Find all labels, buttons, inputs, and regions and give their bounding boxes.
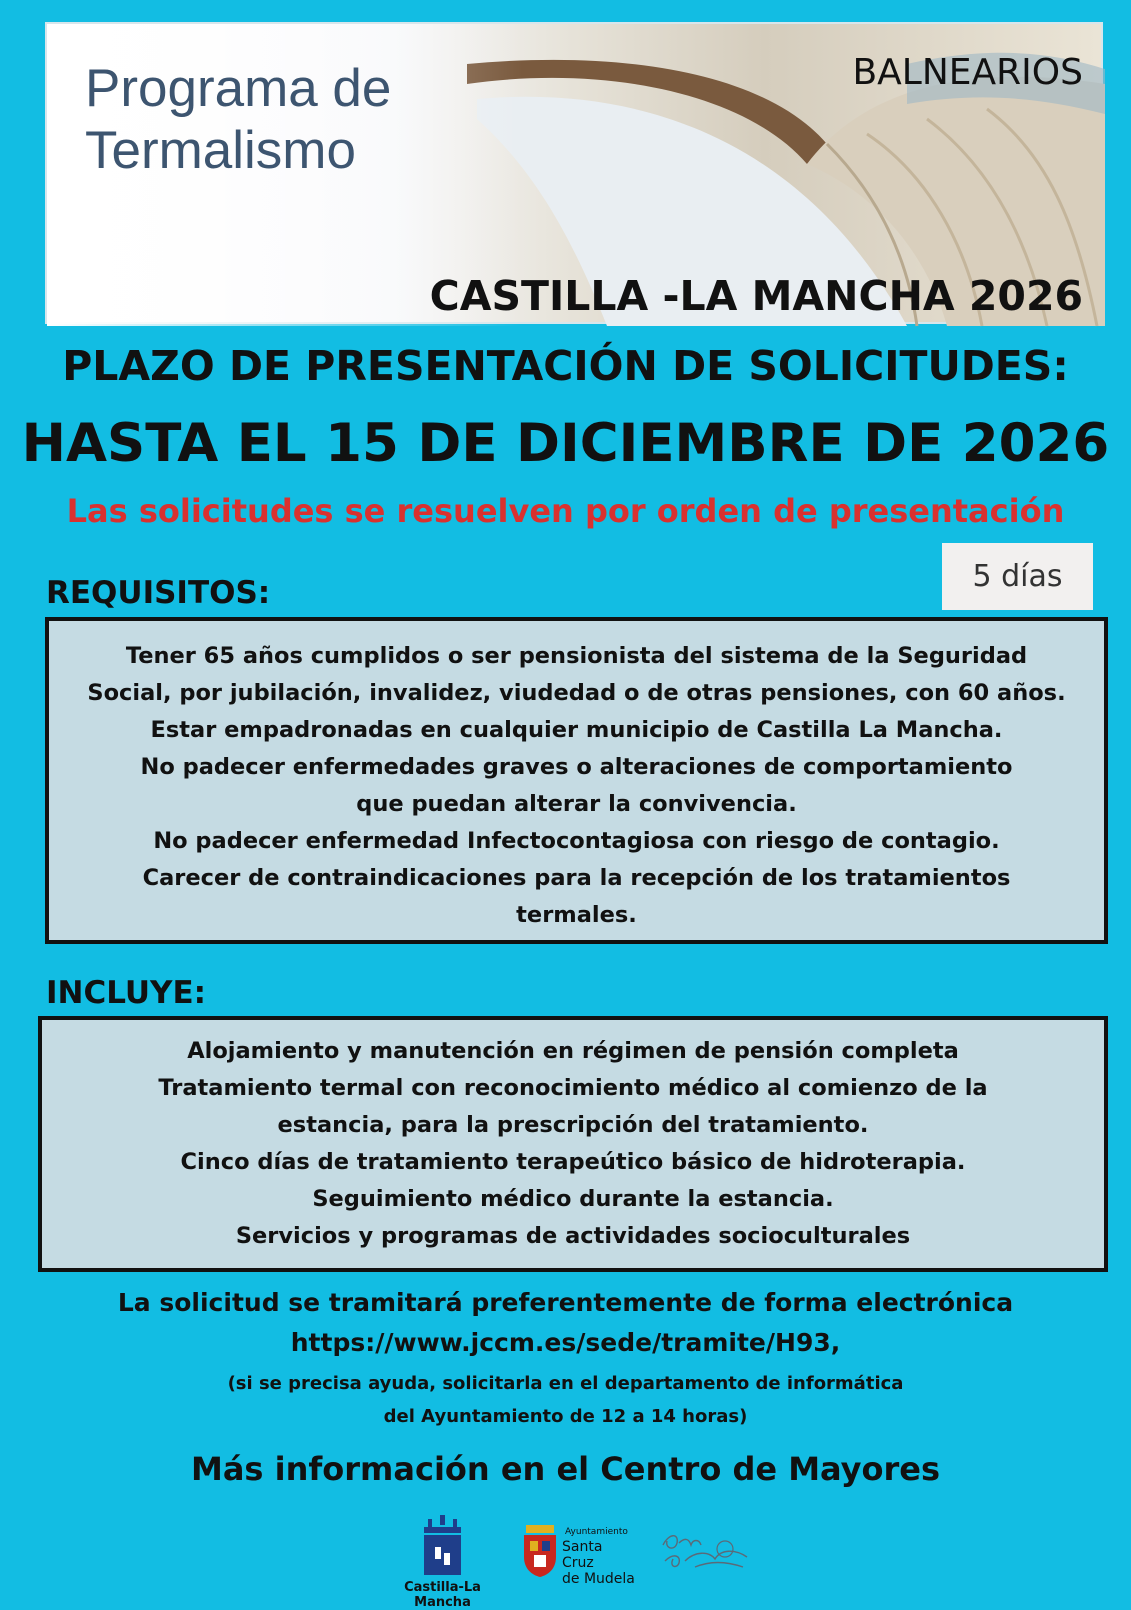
ayuntamiento-label: Ayuntamiento <box>565 1527 628 1537</box>
requirement-line: No padecer enfermedad Infectocontagiosa con riesgo de contagio. <box>153 828 1000 854</box>
requirements-heading: REQUISITOS: <box>46 575 271 611</box>
includes-line: Seguimiento médico durante la estancia. <box>312 1186 834 1212</box>
help-line-1: (si se precisa ayuda, solicitarla en el departamento de informática <box>227 1373 904 1394</box>
requirement-line: Estar empadronadas en cualquier municipio de Castilla La Mancha. <box>150 717 1003 743</box>
region-year: CASTILLA -LA MANCHA 2026 <box>429 272 1083 320</box>
program-title-line2: Termalismo <box>85 121 356 180</box>
order-note: Las solicitudes se resuelven por orden de presentación <box>66 492 1065 530</box>
requirement-line: Social, por jubilación, invalidez, viudedad o de otras pensiones, con 60 años. <box>87 680 1066 706</box>
centro-de-mayores-logo <box>655 1525 755 1575</box>
municipality-line2: de Mudela <box>562 1571 635 1587</box>
footer-logos <box>0 1505 1131 1610</box>
electronic-procedure-note: La solicitud se tramitará preferentemente de forma electrónica <box>117 1288 1014 1317</box>
coat-of-arms-icon <box>520 1517 560 1579</box>
municipality-line1: Santa Cruz <box>562 1539 603 1571</box>
includes-line: Tratamiento termal con reconocimiento médico al comienzo de la <box>158 1075 988 1101</box>
duration-badge: 5 días <box>942 543 1093 610</box>
castle-icon <box>380 1513 505 1578</box>
category-tag: BALNEARIOS <box>852 52 1083 93</box>
castilla-la-mancha-logo <box>380 1513 505 1610</box>
includes-line: Alojamiento y manutención en régimen de pensión completa <box>187 1038 959 1064</box>
help-note <box>0 1367 1131 1433</box>
procedure-url[interactable]: https://www.jccm.es/sede/tramite/H93, <box>290 1328 841 1357</box>
application-info <box>0 1283 1131 1363</box>
municipality-name <box>562 1539 635 1587</box>
clm-name: Castilla-La Mancha <box>404 1580 481 1610</box>
santa-cruz-de-mudela-logo <box>520 1517 635 1587</box>
includes-box <box>38 1016 1108 1272</box>
includes-line: Cinco días de tratamiento terapeútico básico de hidroterapia. <box>180 1149 966 1175</box>
requirement-line: que puedan alterar la convivencia. <box>356 791 797 817</box>
requirement-line: No padecer enfermedades graves o alteraciones de comportamiento <box>140 754 1013 780</box>
more-info: Más información en el Centro de Mayores <box>190 1450 941 1488</box>
program-title <box>85 58 391 182</box>
includes-line: estancia, para la prescripción del tratamiento. <box>277 1112 869 1138</box>
script-signature-icon <box>655 1525 755 1575</box>
includes-heading: INCLUYE: <box>46 975 207 1011</box>
includes-line: Servicios y programas de actividades socioculturales <box>235 1223 911 1249</box>
requirement-line: Tener 65 años cumplidos o ser pensionista del sistema de la Seguridad <box>125 643 1028 669</box>
program-title-line1: Programa de <box>85 59 392 118</box>
requirement-line: termales. <box>516 902 637 928</box>
help-line-2: del Ayuntamiento de 12 a 14 horas) <box>383 1406 748 1427</box>
deadline-label: PLAZO DE PRESENTACIÓN DE SOLICITUDES: <box>62 342 1069 390</box>
requirements-box <box>45 617 1108 944</box>
deadline-date: HASTA EL 15 DE DICIEMBRE DE 2026 <box>21 413 1110 474</box>
requirement-line: Carecer de contraindicaciones para la recepción de los tratamientos <box>142 865 1011 891</box>
header-banner <box>45 22 1103 324</box>
